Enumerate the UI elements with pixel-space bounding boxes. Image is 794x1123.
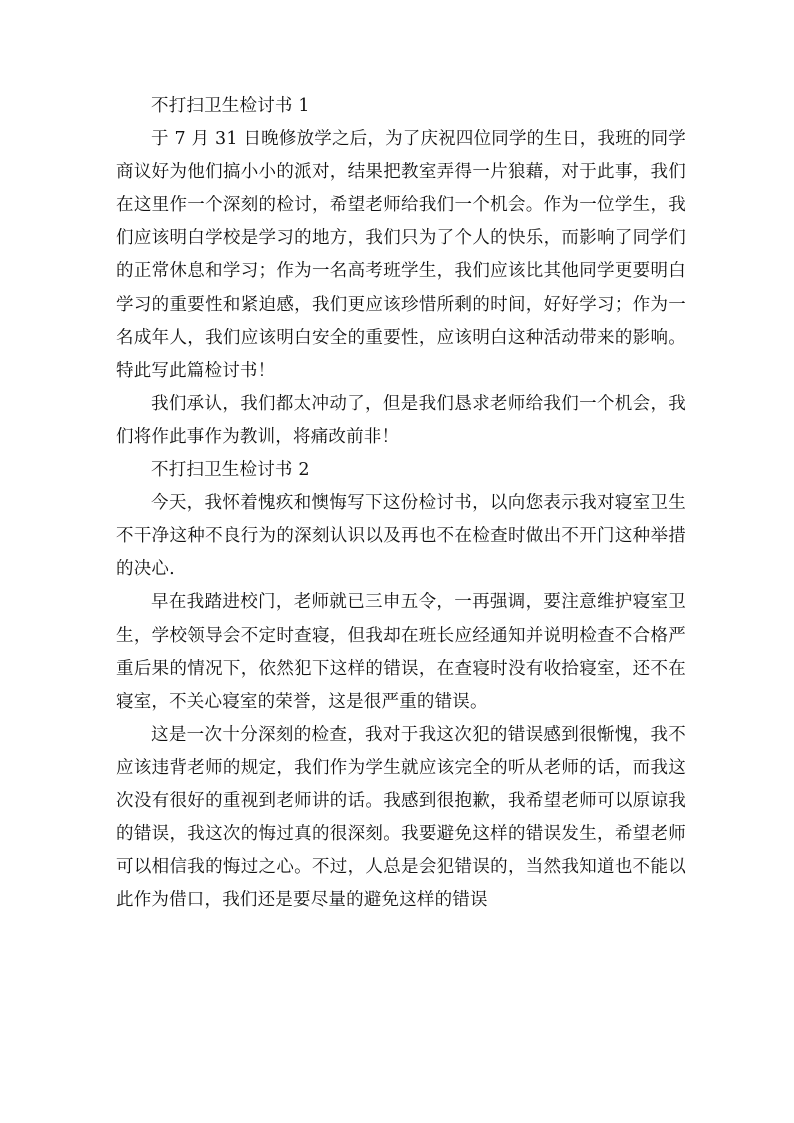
document-body <box>116 90 686 917</box>
paragraph: 我们承认，我们都太冲动了，但是我们恳求老师给我们一个机会，我们将作此事作为教训，将痛改前非！ <box>116 393 686 447</box>
paragraph: 于 7 月 31 日晚修放学之后，为了庆祝四位同学的生日，我班的同学商议好为他们搞小小的派对，结果把教室弄得一片狼藉，对于此事，我们在这里作一个深刻的检讨，希望老师给我们一个机会。作为一位学生，我们应该明白学校是学习的地方，我们只为了个人的快乐，而影响了同学们的正常休息和学习；作为一名高考班学生，我们应该比其他同学更要明白学习的重要性和紧迫感，我们更应该珍惜所剩的时间，好好学习；作为一名成年人，我们应该明白安全的重要性，应该明白这种活动带来的影响。特此写此篇检讨书！ <box>116 129 686 381</box>
paragraph: 这是一次十分深刻的检查，我对于我这次犯的错误感到很惭愧，我不应该违背老师的规定，我们作为学生就应该完全的听从老师的话，而我这次没有很好的重视到老师讲的话。我感到很抱歉，我希望老师可以原谅我的错误，我这次的悔过真的很深刻。我要避免这样的错误发生，希望老师可以相信我的悔过之心。不过，人总是会犯错误的，当然我知道也不能以此作为借口，我们还是要尽量的避免这样的错误 <box>116 724 686 911</box>
paragraph: 今天，我怀着愧疚和懊悔写下这份检讨书，以向您表示我对寝室卫生不干净这种不良行为的深刻认识以及再也不在检查时做出不开门这种举措的决心. <box>116 493 686 580</box>
section-heading-1: 不打扫卫生检讨书 1 <box>151 96 310 116</box>
paragraph: 早在我踏进校门，老师就已三申五令，一再强调，要注意维护寝室卫生，学校领导会不定时查寝，但我却在班长应经通知并说明检查不合格严重后果的情况下，依然犯下这样的错误，在查寝时没有收拾寝室，还不在寝室，不关心寝室的荣誉，这是很严重的错误。 <box>116 592 686 712</box>
section-heading-2: 不打扫卫生检讨书 2 <box>151 460 310 481</box>
